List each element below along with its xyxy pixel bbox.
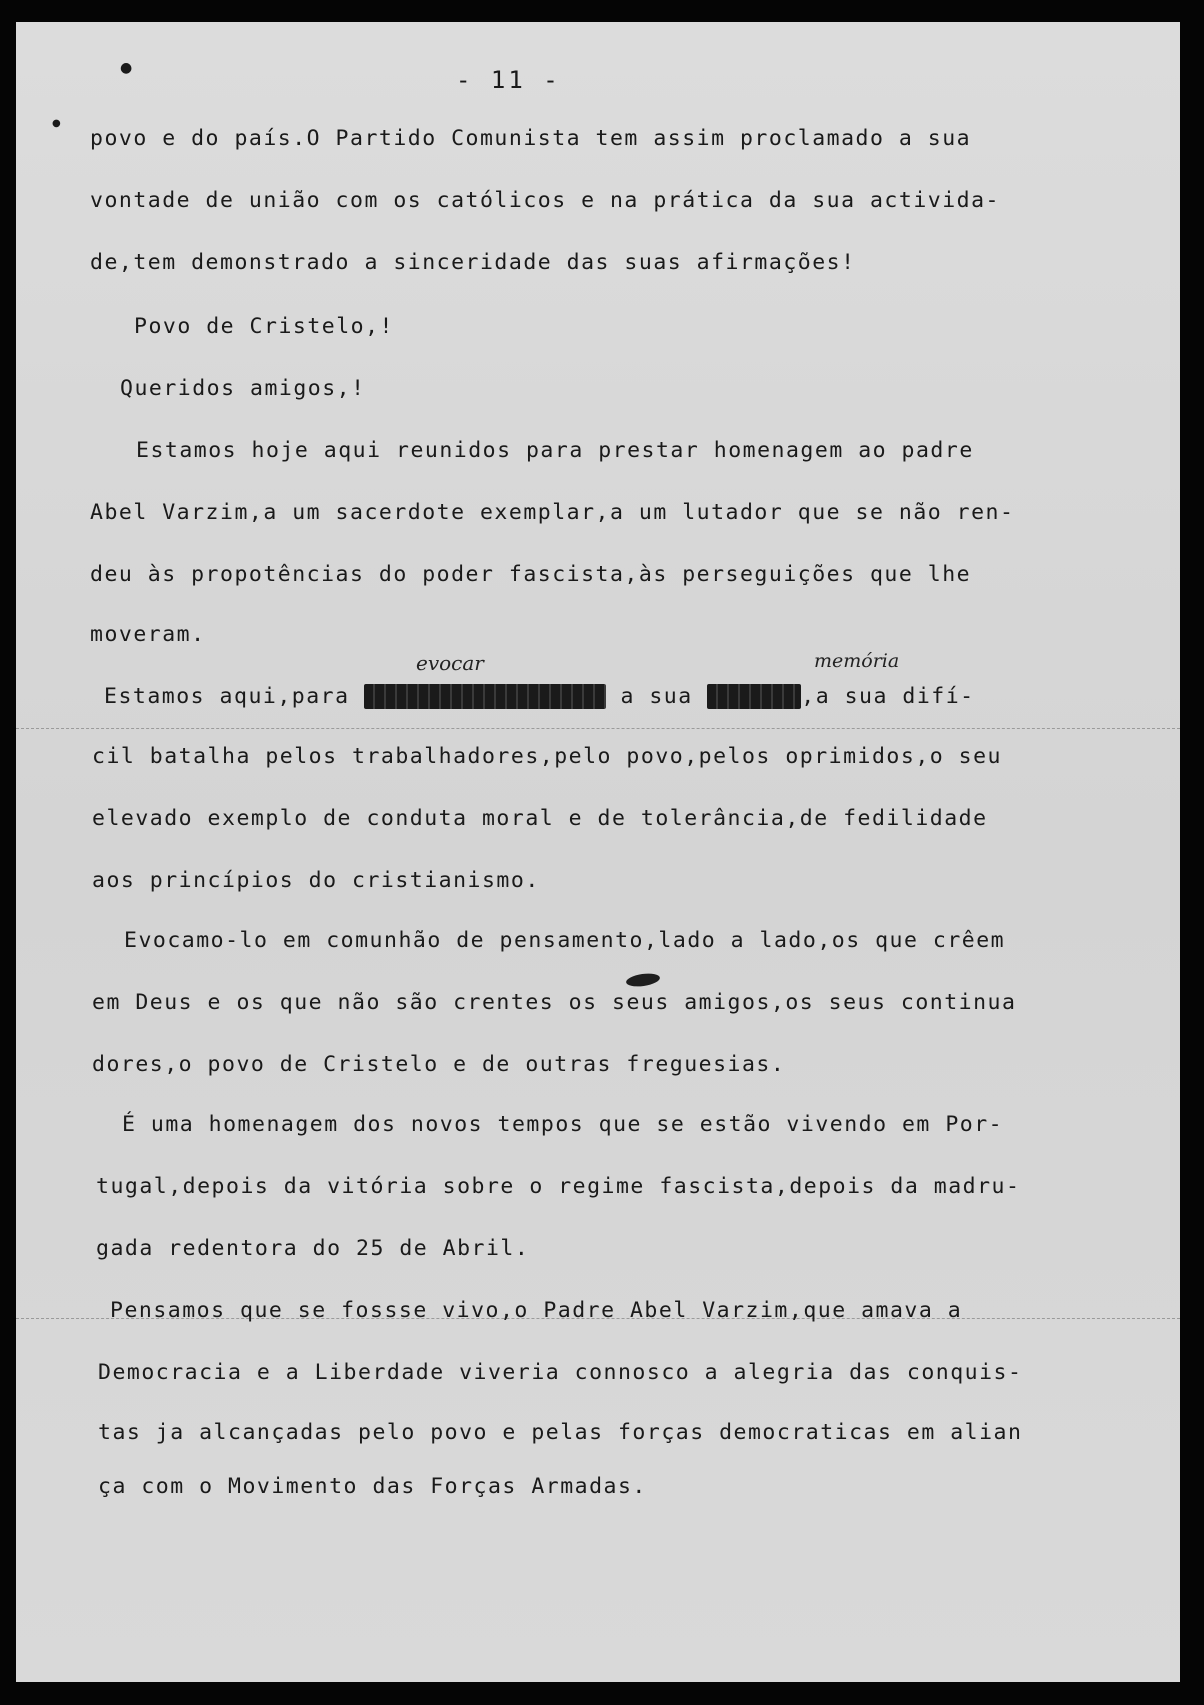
text-line: cil batalha pelos trabalhadores,pelo povo,pelos oprimidos,o seu <box>92 744 1002 769</box>
text-line: aos princípios do cristianismo. <box>92 868 540 893</box>
struck-text <box>364 684 606 709</box>
text-line: Estamos hoje aqui reunidos para prestar homenagem ao padre <box>136 438 974 463</box>
text-fragment: em Deus e os que não são crentes <box>92 990 555 1015</box>
handwritten-correction: memória <box>814 650 900 672</box>
text-line: ça com o Movimento das Forças Armadas. <box>98 1474 647 1499</box>
text-fragment: os seus amigos,os seus continua <box>568 990 1017 1015</box>
ink-scribble <box>625 972 660 989</box>
text-line-with-strikeouts <box>104 684 975 709</box>
text-line: vontade de união com os católicos e na prática da sua activida- <box>90 188 1000 213</box>
text-line: Povo de Cristelo,! <box>134 314 394 339</box>
text-fragment: ,a sua difí- <box>801 684 975 709</box>
struck-text <box>707 684 801 709</box>
text-line: deu às propotências do poder fascista,às perseguições que lhe <box>90 562 972 587</box>
text-line: dores,o povo de Cristelo e de outras freguesias. <box>92 1052 786 1077</box>
page-number: - 11 - <box>456 66 561 94</box>
text-line: É uma homenagem dos novos tempos que se estão vivendo em Por- <box>122 1112 1004 1137</box>
text-line: moveram. <box>90 622 206 647</box>
text-line: tugal,depois da vitória sobre o regime fascista,depois da madru- <box>96 1174 1021 1199</box>
ink-dot: ● <box>120 60 133 76</box>
text-line: Democracia e a Liberdade viveria connosco a alegria das conquis- <box>98 1360 1023 1385</box>
text-line: de,tem demonstrado a sinceridade das suas afirmações! <box>90 250 856 275</box>
text-line-with-correction <box>92 990 1016 1015</box>
text-line: tas ja alcançadas pelo povo e pelas forças democraticas em alian <box>98 1420 1023 1445</box>
text-line: Queridos amigos,! <box>120 376 366 401</box>
handwritten-correction: evocar <box>416 651 484 675</box>
text-line: elevado exemplo de conduta moral e de tolerância,de fedilidade <box>92 806 988 831</box>
text-fragment: a sua <box>620 684 693 709</box>
text-line: Pensamos que se fossse vivo,o Padre Abel Varzim,que amava a <box>110 1298 963 1323</box>
fold-line <box>16 728 1180 729</box>
text-line: Evocamo-lo em comunhão de pensamento,lado a lado,os que crêem <box>124 928 1006 953</box>
text-fragment: Estamos aqui,para <box>104 684 350 709</box>
ink-dot: ● <box>52 118 61 129</box>
text-line: Abel Varzim,a um sacerdote exemplar,a um lutador que se não ren- <box>90 500 1015 525</box>
document-page <box>16 22 1180 1682</box>
text-line: povo e do país.O Partido Comunista tem assim proclamado a sua <box>90 126 972 151</box>
text-line: gada redentora do 25 de Abril. <box>96 1236 530 1261</box>
